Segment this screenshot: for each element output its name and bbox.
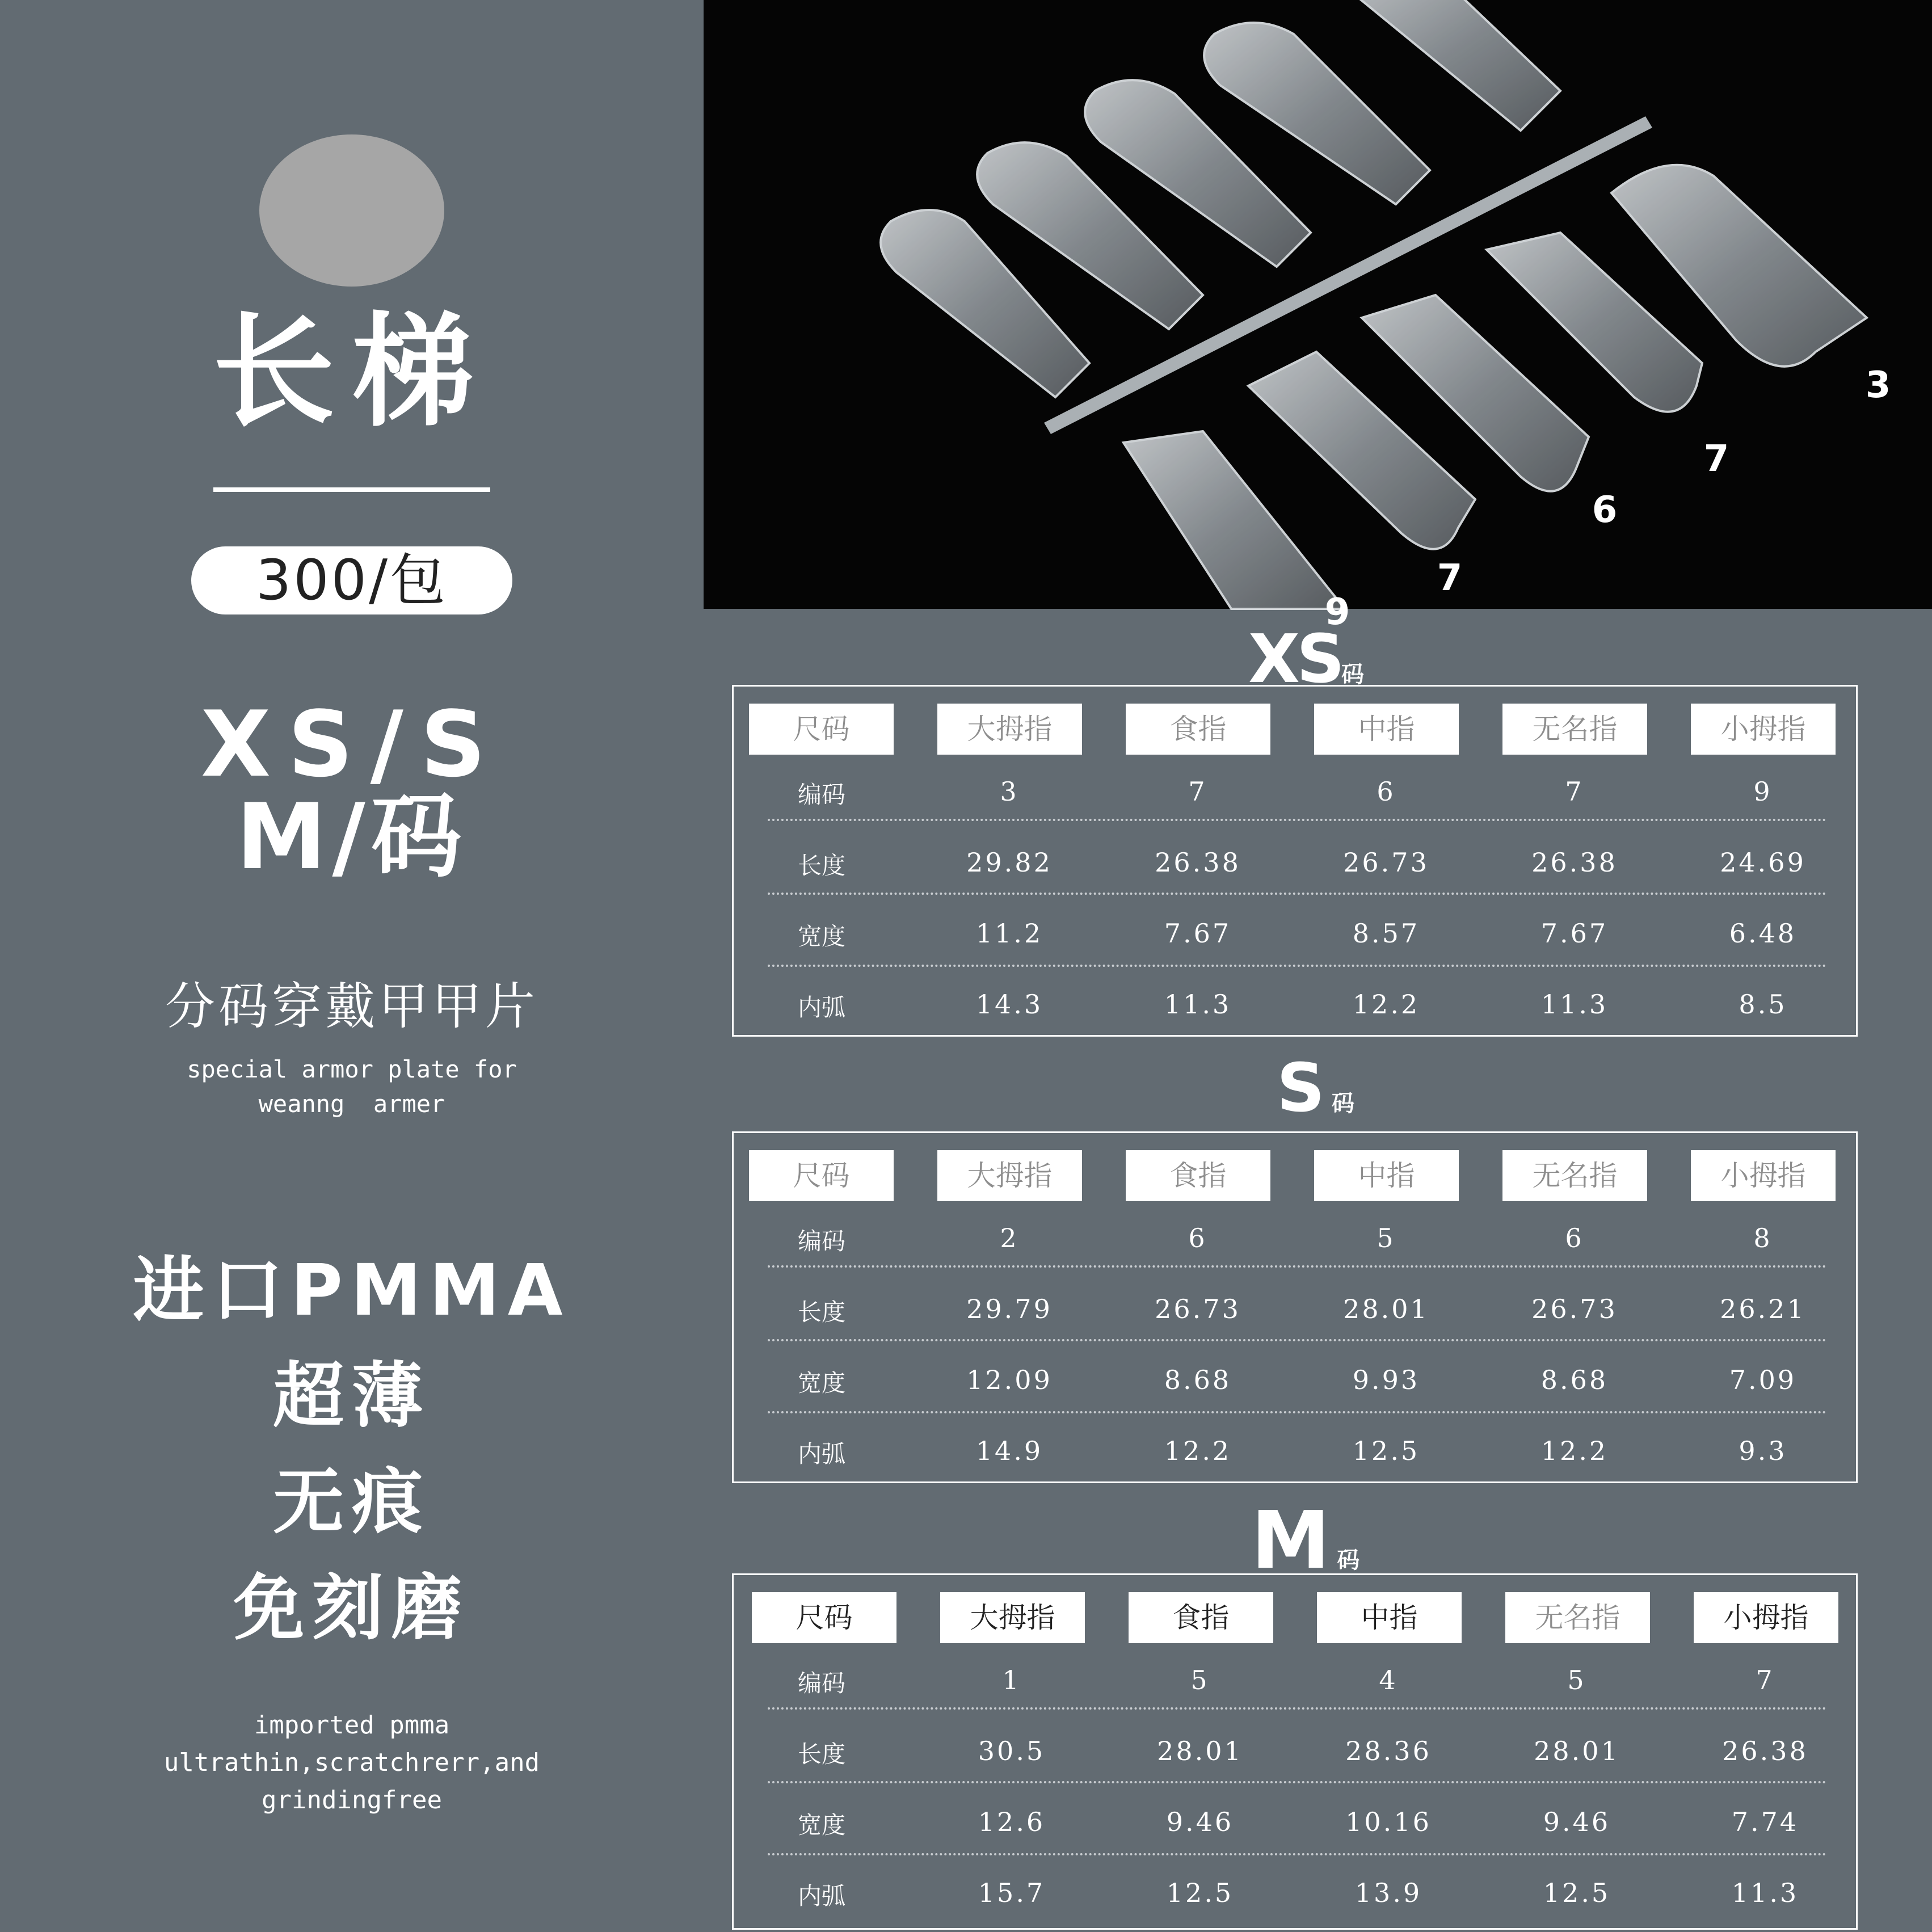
size-table-xs [732,685,1858,1037]
row-label: 编码 [797,1669,845,1697]
size-heading-suffix: 码 [1341,662,1364,688]
photo-number: 7 [1703,438,1729,480]
table-cell: 9 [1753,776,1773,807]
table-header-cell: 大拇指 [937,704,1082,755]
table-cell: 4 [1379,1665,1398,1695]
table-cell: 28.01 [1534,1736,1620,1766]
table-cell: 7.67 [1540,918,1609,949]
table-cell: 9.3 [1739,1436,1787,1466]
size-heading-xs [1248,620,1364,698]
table-cell: 3 [1000,776,1019,807]
size-table-s [732,1131,1858,1483]
nail-tips-illustration [704,0,1932,633]
table-cell: 26.73 [1343,847,1429,878]
table-header-cell: 尺码 [749,1150,894,1201]
table-cell: 26.38 [1722,1736,1808,1766]
table-header-cell: 无名指 [1502,704,1647,755]
product-photo [704,0,1932,633]
table-header-cell: 食指 [1126,704,1270,755]
table-cell: 12.5 [1166,1878,1234,1908]
table-cell: 7 [1565,776,1584,807]
row-label: 编码 [797,781,845,809]
english-features-line: grindingfree [262,1786,442,1815]
row-label: 宽度 [797,1369,845,1397]
table-header-cell: 中指 [1314,704,1459,755]
table-cell: 12.2 [1352,989,1420,1020]
table-cell: 2 [1000,1223,1019,1253]
table-cell: 6 [1565,1223,1584,1253]
table-cell: 7.09 [1729,1365,1797,1395]
feature-pmma: 进口PMMA [133,1249,571,1332]
table-cell: 11.3 [1540,989,1609,1020]
english-features-line: ultrathin,scratchrerr,and [163,1748,540,1777]
row-divider [768,1339,1826,1341]
table-cell: 8.5 [1739,989,1787,1020]
english-description-line: weanng armer [258,1089,445,1118]
photo-number: 6 [1592,489,1618,531]
quantity-label: 300/包 [255,548,448,613]
table-cell: 30.5 [978,1736,1046,1766]
row-label: 长度 [797,1740,845,1768]
table-cell: 9.46 [1543,1807,1611,1837]
table-cell: 29.82 [966,847,1053,878]
table-cell: 7 [1188,776,1207,807]
title-divider [213,487,490,492]
table-header-cell: 小拇指 [1691,704,1836,755]
table-cell: 11.3 [1164,989,1232,1020]
table-cell: 12.6 [978,1807,1046,1837]
table-cell: 6.48 [1729,918,1797,949]
size-heading-suffix: 码 [1332,1091,1354,1117]
table-cell: 12.2 [1164,1436,1232,1466]
photo-number: 9 [1324,591,1350,633]
table-cell: 26.21 [1720,1294,1806,1324]
table-header-cell: 小拇指 [1694,1592,1838,1643]
row-divider [768,819,1826,821]
size-table-m [732,1573,1858,1930]
feature-traceless: 无痕 [273,1461,431,1543]
color-swatch [259,134,444,287]
table-cell: 28.36 [1345,1736,1432,1766]
table-header-cell: 无名指 [1502,1150,1647,1201]
table-cell: 26.38 [1531,847,1618,878]
table-cell: 8.68 [1540,1365,1609,1395]
row-label: 内弧 [797,994,845,1021]
table-cell: 26.73 [1531,1294,1618,1324]
photo-number: 7 [1437,557,1463,599]
table-header-cell: 小拇指 [1691,1150,1836,1201]
row-label: 宽度 [797,923,845,950]
table-cell: 24.69 [1720,847,1806,878]
table-cell: 9.93 [1352,1365,1420,1395]
table-header-cell: 中指 [1314,1150,1459,1201]
table-cell: 10.16 [1345,1807,1432,1837]
row-divider [768,965,1826,967]
size-heading-m [1251,1495,1360,1587]
photo-number: 3 [1865,364,1891,406]
feature-ultrathin: 超薄 [273,1355,431,1437]
table-cell: 11.3 [1731,1878,1799,1908]
size-heading-label: XS [1248,620,1341,698]
table-cell: 26.73 [1155,1294,1241,1324]
table-cell: 13.9 [1354,1878,1422,1908]
table-cell: 29.79 [966,1294,1053,1324]
table-cell: 5 [1567,1665,1586,1695]
table-cell: 28.01 [1343,1294,1429,1324]
table-header-cell: 食指 [1129,1592,1273,1643]
table-header-cell: 尺码 [752,1592,896,1643]
size-heading-s [1277,1049,1354,1127]
size-heading-label: M [1251,1495,1327,1587]
table-cell: 5 [1190,1665,1210,1695]
size-heading-label: S [1277,1049,1321,1127]
table-cell: 8 [1753,1223,1773,1253]
sizes-line-1: XS/S [200,691,503,797]
row-label: 编码 [797,1227,845,1255]
row-label: 长度 [797,852,845,879]
table-header-cell: 中指 [1317,1592,1462,1643]
table-header-cell: 食指 [1126,1150,1270,1201]
table-cell: 11.2 [975,918,1043,949]
english-description-line: special armor plate for [187,1055,517,1083]
table-header-cell: 大拇指 [937,1150,1082,1201]
row-divider [768,1781,1826,1783]
table-cell: 14.3 [975,989,1043,1020]
table-cell: 26.38 [1155,847,1241,878]
table-cell: 8.68 [1164,1365,1232,1395]
product-title: 长梯 [213,301,491,443]
table-cell: 1 [1002,1665,1021,1695]
table-cell: 15.7 [978,1878,1046,1908]
table-cell: 5 [1377,1223,1396,1253]
table-cell: 12.5 [1543,1878,1611,1908]
table-header-cell: 尺码 [749,704,894,755]
row-divider [768,1265,1826,1268]
row-divider [768,1411,1826,1413]
sizes-line-2: M/码 [236,784,468,890]
nail-tip [1123,431,1345,609]
table-cell: 9.46 [1166,1807,1234,1837]
table-header-cell: 无名指 [1505,1592,1650,1643]
row-divider [768,893,1826,895]
english-features [113,1707,590,1819]
subtitle: 分码穿戴甲甲片 [165,977,538,1036]
row-divider [768,1853,1826,1855]
table-cell: 28.01 [1157,1736,1243,1766]
table-cell: 12.2 [1540,1436,1609,1466]
table-cell: 7.67 [1164,918,1232,949]
size-heading-suffix: 码 [1337,1547,1360,1573]
row-divider [768,1707,1826,1710]
table-cell: 8.57 [1352,918,1420,949]
table-cell: 12.5 [1352,1436,1420,1466]
english-description [142,1053,562,1122]
table-cell: 14.9 [975,1436,1043,1466]
table-cell: 12.09 [966,1365,1053,1395]
table-cell: 7.74 [1731,1807,1799,1837]
row-label: 内弧 [797,1440,845,1468]
table-cell: 7 [1756,1665,1775,1695]
row-label: 宽度 [797,1811,845,1839]
table-cell: 6 [1377,776,1396,807]
english-features-line: imported pmma [254,1711,450,1740]
row-label: 内弧 [797,1882,845,1910]
table-header-cell: 大拇指 [940,1592,1085,1643]
table-cell: 6 [1188,1223,1207,1253]
row-label: 长度 [797,1298,845,1326]
feature-no-grinding: 免刻磨 [233,1567,470,1649]
